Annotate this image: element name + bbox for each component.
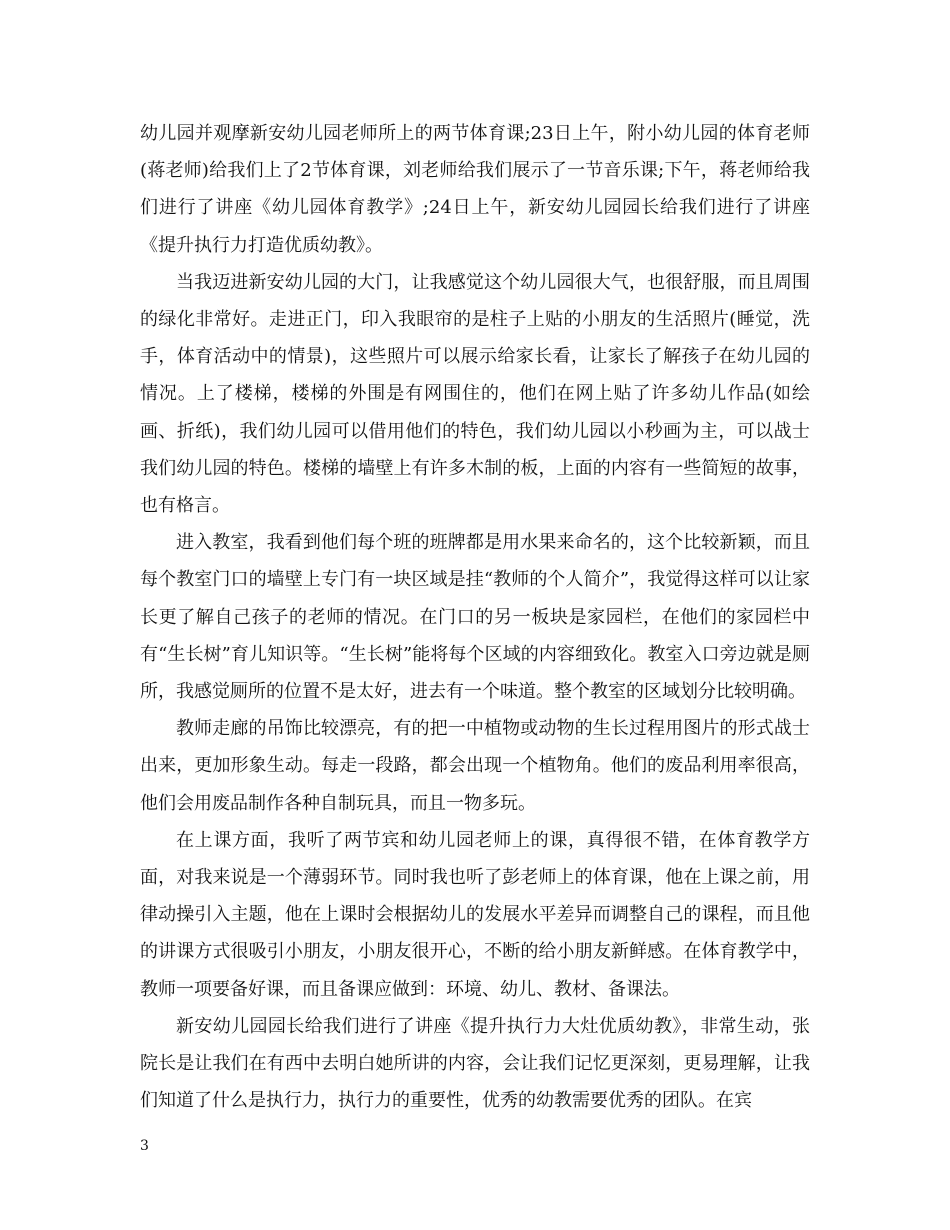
paragraph-entrance-impression: 当我迈进新安幼儿园的大门，让我感觉这个幼儿园很大气，也很舒服，而且周围的绿化非常好。走进正门，印入我眼帘的是柱子上贴的小朋友的生活照片(睡觉，洗手，体育活动中的情景)，这些照片可以展示给家长看，让家长了解孩子在幼儿园的情况。上了楼梯，楼梯的外围是有网围住的，他们在网上贴了许多幼儿作品(如绘画、折纸)，我们幼儿园可以借用他们的特色，我们幼儿园以小秒画为主，可以战士我们幼儿园的特色。楼梯的墙壁上有许多木制的板，上面的内容有一些简短的故事，也有格言。 [140,271,810,517]
body-text [140,115,810,1119]
paragraph-lessons: 在上课方面，我听了两节宾和幼儿园老师上的课，真得很不错，在体育教学方面，对我来说是一个薄弱环节。同时我也听了彭老师上的体育课，他在上课之前，用律动操引入主题，他在上课时会根据幼儿的发展水平差异而调整自己的课程，而且他的讲课方式很吸引小朋友，小朋友很开心，不断的给小朋友新鲜感。在体育教学中，教师一项要备好课，而且备课应做到：环境、幼儿、教材、备课法。 [140,829,810,1000]
paragraph-lecture: 新安幼儿园园长给我们进行了讲座《提升执行力大灶优质幼教》，非常生动，张院长是让我们在有西中去明白她所讲的内容，会让我们记忆更深刻，更易理解，让我们知道了什么是执行力，执行力的重要性，优秀的幼教需要优秀的团队。在宾 [140,1015,810,1112]
paragraph-corridor: 教师走廊的吊饰比较漂亮，有的把一中植物或动物的生长过程用图片的形式战士出来，更加形象生动。每走一段路，都会出现一个植物角。他们的废品利用率很高，他们会用废品制作各种自制玩具，而且一物多玩。 [140,718,810,814]
paragraph-continuation: 幼儿园并观摩新安幼儿园老师所上的两节体育课;23日上午，附小幼儿园的体育老师(蒋老师)给我们上了2节体育课，刘老师给我们展示了一节音乐课;下午，蒋老师给我们进行了讲座《幼儿园体育教学》;24日上午，新安幼儿园园长给我们进行了讲座《提升执行力打造优质幼教》。 [140,123,810,256]
paragraph-classroom: 进入教室，我看到他们每个班的班牌都是用水果来命名的，这个比较新颖，而且每个教室门口的墙壁上专门有一块区域是挂“教师的个人简介”，我觉得这样可以让家长更了解自己孩子的老师的情况。在门口的另一板块是家园栏，在他们的家园栏中有“生长树”育儿知识等。“生长树”能将每个区域的内容细致化。教室入口旁边就是厕所，我感觉厕所的位置不是太好，进去有一个味道。整个教室的区域划分比较明确。 [140,532,810,703]
page-number: 3 [140,1138,149,1154]
